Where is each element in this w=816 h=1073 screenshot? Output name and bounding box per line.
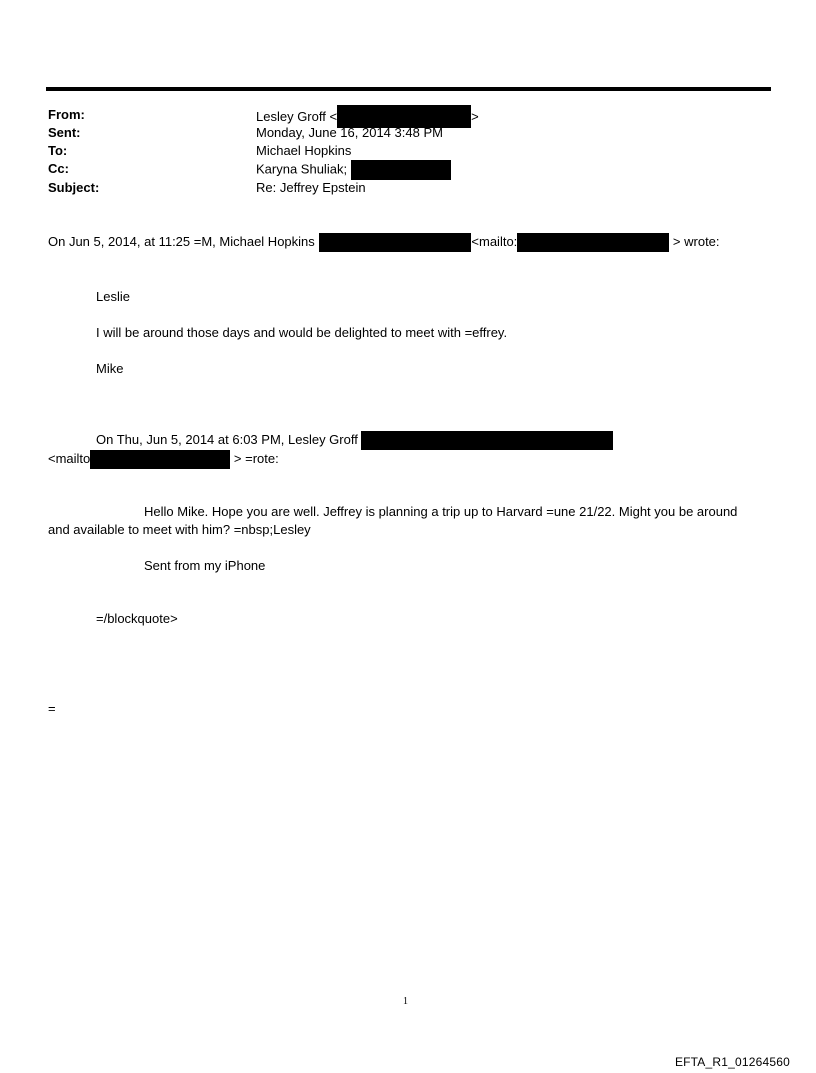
document-id: EFTA_R1_01264560: [674, 1055, 790, 1069]
from-name: Lesley Groff <: [256, 108, 338, 124]
blockquote-end: =/blockquote>: [96, 611, 178, 626]
original-text-line-1: Hello Mike. Hope you are well. Jeffrey is planning a trip up to Harvard =une 21/22. Might you be around: [144, 504, 738, 519]
greeting: Leslie: [96, 289, 130, 304]
trailing-equals: =: [48, 701, 56, 716]
redaction-box: [319, 233, 471, 252]
reply-intro-mailto: <mailto:: [471, 234, 518, 249]
sent-from-line: Sent from my iPhone: [144, 558, 266, 573]
original-text-line-2: and available to meet with him? =nbsp;Lesley: [48, 522, 311, 537]
original-intro-rote: > =rote:: [233, 451, 279, 466]
signoff: Mike: [96, 361, 124, 376]
to-value: Michael Hopkins: [256, 143, 352, 158]
cc-value: [256, 160, 451, 180]
reply-intro-text: On Jun 5, 2014, at 11:25 =M, Michael Hopkins: [48, 234, 315, 249]
reply-intro-wrote: > wrote:: [672, 234, 720, 249]
redaction-box: [351, 160, 451, 180]
original-intro-text: On Thu, Jun 5, 2014 at 6:03 PM, Lesley Groff: [96, 432, 358, 447]
reply-text: I will be around those days and would be delighted to meet with =effrey.: [96, 325, 508, 340]
original-intro-mailto-line: [48, 450, 279, 469]
redaction-box: [517, 233, 669, 252]
header-divider: [46, 87, 771, 91]
to-label: To:: [48, 143, 68, 158]
original-intro-mailto: <mailto: [48, 451, 91, 466]
redaction-box: [361, 431, 613, 450]
redaction-box: [90, 450, 230, 469]
sent-label: Sent:: [48, 125, 81, 140]
reply-intro: [48, 233, 720, 252]
cc-label: Cc:: [48, 161, 69, 176]
from-tail: >: [471, 108, 479, 124]
subject-label: Subject:: [48, 180, 100, 195]
page-number: 1: [403, 996, 408, 1007]
sent-value: Monday, June 16, 2014 3:48 PM: [256, 125, 443, 140]
original-intro: [96, 431, 613, 450]
from-label: From:: [48, 107, 85, 122]
subject-value: Re: Jeffrey Epstein: [256, 180, 366, 195]
cc-name: Karyna Shuliak;: [256, 161, 348, 177]
